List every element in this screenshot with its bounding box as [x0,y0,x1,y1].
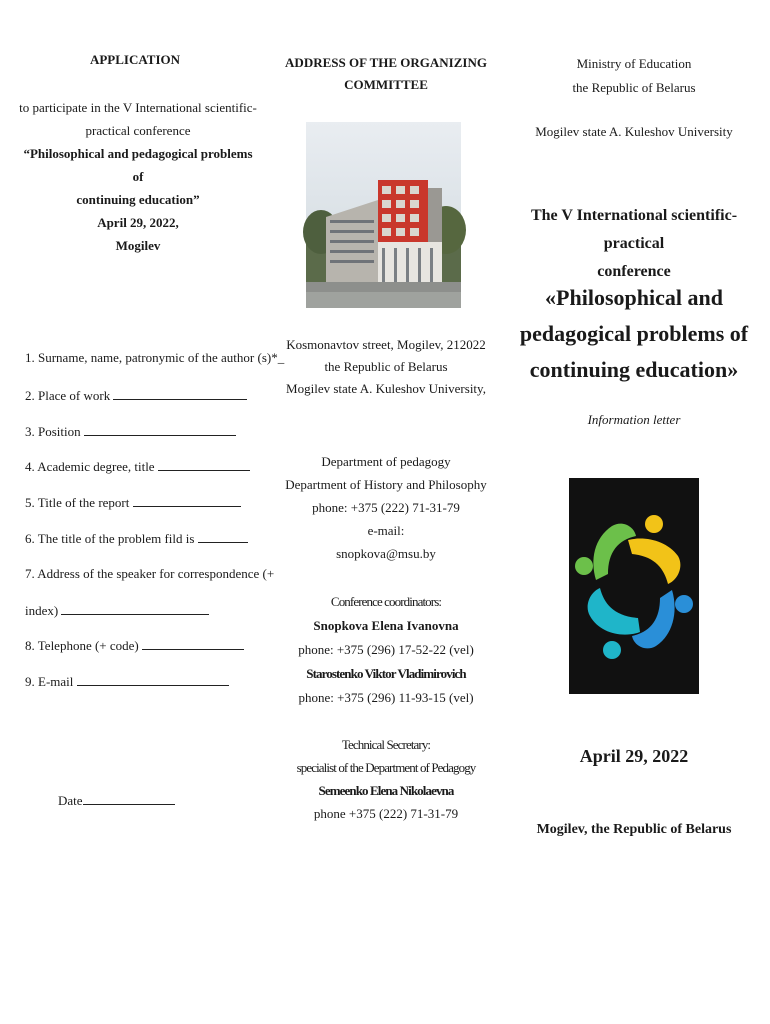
form-field-academic-degree [25,458,257,475]
field-label: 9. E-mail [25,674,74,689]
event-place: Mogilev, the Republic of Belarus [536,822,732,837]
department-contacts [258,450,514,565]
field-blank[interactable] [142,637,244,650]
intro-line: practical conference [85,123,191,138]
conference-title-line: «Philosophical and [545,285,723,310]
address-line: Kosmonavtov street, Mogilev, 212022 [286,337,486,352]
conference-name-line: continuing education” [76,192,200,207]
field-blank[interactable] [83,792,175,805]
committee-title [258,52,514,96]
conference-coordinators [258,590,514,710]
committee-title-line: COMMITTEE [344,77,428,92]
department-email-link[interactable]: snopkova@msu.by [336,546,436,561]
form-field-author [25,350,285,366]
conference-title-line: pedagogical problems of [519,321,749,346]
field-blank[interactable] [77,673,229,686]
field-label: 5. Title of the report [25,495,130,510]
conference-title-line: continuing education» [529,357,739,382]
field-label: 3. Position [25,424,81,439]
form-field-address [25,566,275,582]
event-date: April 29, 2022 [579,746,689,766]
field-label: 7. Address of the speaker for correspondence (+ [25,566,275,581]
committee-title-line: ADDRESS OF THE ORGANIZING [285,55,487,70]
conference-city: Mogilev [115,238,161,253]
conference-type [514,202,754,286]
application-intro [18,96,258,257]
field-blank[interactable] [158,458,250,471]
coordinators-label: Conference coordinators: [330,594,442,609]
form-field-date [58,792,175,809]
form-field-telephone [25,637,257,654]
coordinator-name: Starostenko Viktor Vladimirovich [306,666,466,681]
field-blank[interactable] [198,530,248,543]
field-label: 6. The title of the problem fild is [25,531,195,546]
ministry-heading [514,52,754,100]
cover-column [514,0,770,1024]
form-field-problem-field [25,530,257,547]
conference-logo [569,478,699,694]
field-label: 8. Telephone (+ code) [25,638,139,653]
people-circle-logo-icon [569,478,699,694]
technical-secretary [258,733,514,825]
form-field-email [25,673,257,690]
tech-secretary-label: Technical Secretary: [341,737,431,752]
department-name: Department of History and Philosophy [285,477,487,492]
coordinator-name: Snopkova Elena Ivanovna [313,618,459,633]
field-label: 1. Surname, name, patronymic of the author (s)*_ [25,350,285,365]
coordinator-phone: phone: +375 (296) 17-52-22 (vel) [298,642,474,657]
field-blank[interactable] [113,387,247,400]
information-letter-label: Information letter [587,412,681,427]
email-label: e-mail: [367,523,405,538]
conference-name-line: “Philosophical and pedagogical problems of [23,146,253,184]
conference-type-line: conference [597,263,671,280]
tech-secretary-name: Semeenko Elena Nikolaevna [318,783,454,798]
address-line: Mogilev state A. Kuleshov University, [286,381,486,396]
application-title: APPLICATION [89,52,181,67]
tech-secretary-role: specialist of the Department of Pedagogy [296,760,476,775]
address-line: the Republic of Belarus [324,359,448,374]
ministry-line: the Republic of Belarus [572,80,696,95]
field-blank[interactable] [133,494,241,507]
conference-type-line: The V International scientific-practical [530,207,738,252]
tech-secretary-phone: phone +375 (222) 71-31-79 [313,806,459,821]
field-label: 2. Place of work [25,388,111,403]
ministry-line: Ministry of Education [576,56,692,71]
committee-column [258,0,514,1024]
committee-address [258,334,514,400]
university-name: Mogilev state A. Kuleshov University [535,124,733,139]
coordinator-phone: phone: +375 (296) 11-93-15 (vel) [298,690,474,705]
building-illustration [306,122,461,308]
application-column [0,0,285,1024]
conference-title [514,280,754,388]
intro-line: to participate in the V International scientific- [19,100,257,115]
field-label: 4. Academic degree, title [25,459,155,474]
date-label: Date [58,793,83,808]
field-blank[interactable] [84,423,236,436]
conference-date: April 29, 2022, [97,215,179,230]
field-blank[interactable] [61,602,209,615]
form-field-position [25,423,257,440]
university-building-photo [306,122,461,308]
form-field-place-of-work [25,387,257,404]
department-phone: phone: +375 (222) 71-31-79 [312,500,460,515]
field-label: index) [25,603,59,618]
form-field-address-index [25,602,257,619]
department-name: Department of pedagogy [321,454,451,469]
form-field-report-title [25,494,257,511]
